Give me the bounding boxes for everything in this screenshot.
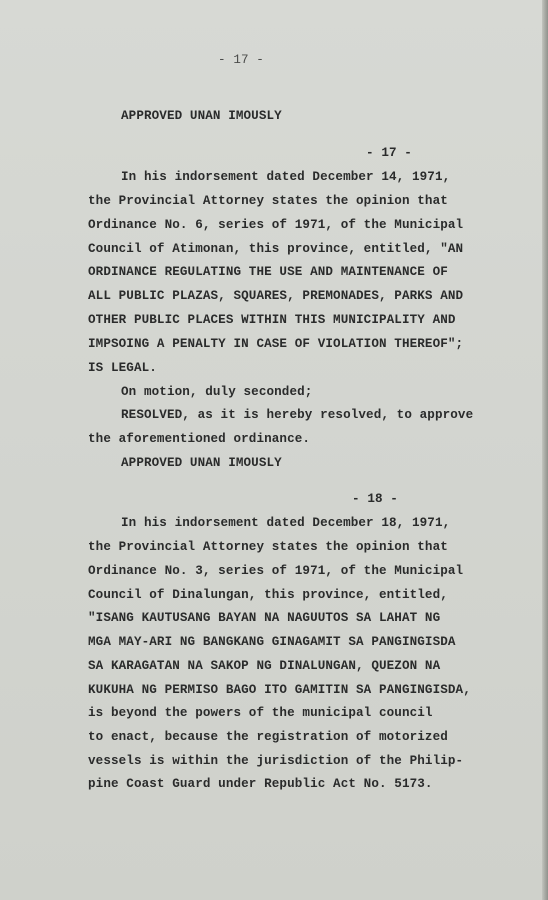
item18-line-4: Council of Dinalungan, this province, entitled, xyxy=(88,588,448,602)
resolved-line-2: the aforementioned ordinance. xyxy=(88,432,311,446)
item18-line-6: MGA MAY-ARI NG BANGKANG GINAGAMIT SA PANGINGISDA xyxy=(88,635,456,649)
item18-line-2: the Provincial Attorney states the opinion that xyxy=(88,540,448,554)
item18-line-11: vessels is within the jurisdiction of the Philip- xyxy=(88,754,464,768)
item18-line-5: "ISANG KAUTUSANG BAYAN NA NAGUUTOS SA LAHAT NG xyxy=(88,611,441,625)
item17-line-8: IMPSOING A PENALTY IN CASE OF VIOLATION THEREOF"; xyxy=(88,337,464,351)
item-number-17: - 17 - xyxy=(366,146,412,160)
item17-line-6: ALL PUBLIC PLAZAS, SQUARES, PREMONADES, PARKS AND xyxy=(88,289,464,303)
item18-line-9: is beyond the powers of the municipal council xyxy=(88,706,433,720)
item17-line-1: In his indorsement dated December 14, 1971, xyxy=(121,170,451,184)
resolved-line-1: RESOLVED, as it is hereby resolved, to approve xyxy=(121,408,474,422)
item18-line-3: Ordinance No. 3, series of 1971, of the Municipal xyxy=(88,564,464,578)
item18-line-8: KUKUHA NG PERMISO BAGO ITO GAMITIN SA PANGINGISDA, xyxy=(88,683,471,697)
approval-line-17: APPROVED UNAN IMOUSLY xyxy=(121,456,282,470)
item18-line-10: to enact, because the registration of motorized xyxy=(88,730,448,744)
item18-line-1: In his indorsement dated December 18, 1971, xyxy=(121,516,451,530)
item18-line-12: pine Coast Guard under Republic Act No. 5173. xyxy=(88,777,433,791)
page-number-header: - 17 - xyxy=(218,53,264,67)
item17-line-9: IS LEGAL. xyxy=(88,361,157,375)
item17-line-3: Ordinance No. 6, series of 1971, of the Municipal xyxy=(88,218,464,232)
page-edge-shadow xyxy=(542,0,548,900)
item18-line-7: SA KARAGATAN NA SAKOP NG DINALUNGAN, QUEZON NA xyxy=(88,659,441,673)
motion-line: On motion, duly seconded; xyxy=(121,385,313,399)
item17-line-5: ORDINANCE REGULATING THE USE AND MAINTENANCE OF xyxy=(88,265,448,279)
item17-line-7: OTHER PUBLIC PLACES WITHIN THIS MUNICIPALITY AND xyxy=(88,313,456,327)
item17-line-2: the Provincial Attorney states the opinion that xyxy=(88,194,448,208)
item-number-18: - 18 - xyxy=(352,492,398,506)
item17-line-4: Council of Atimonan, this province, entitled, "AN xyxy=(88,242,464,256)
approval-line-16: APPROVED UNAN IMOUSLY xyxy=(121,109,282,123)
